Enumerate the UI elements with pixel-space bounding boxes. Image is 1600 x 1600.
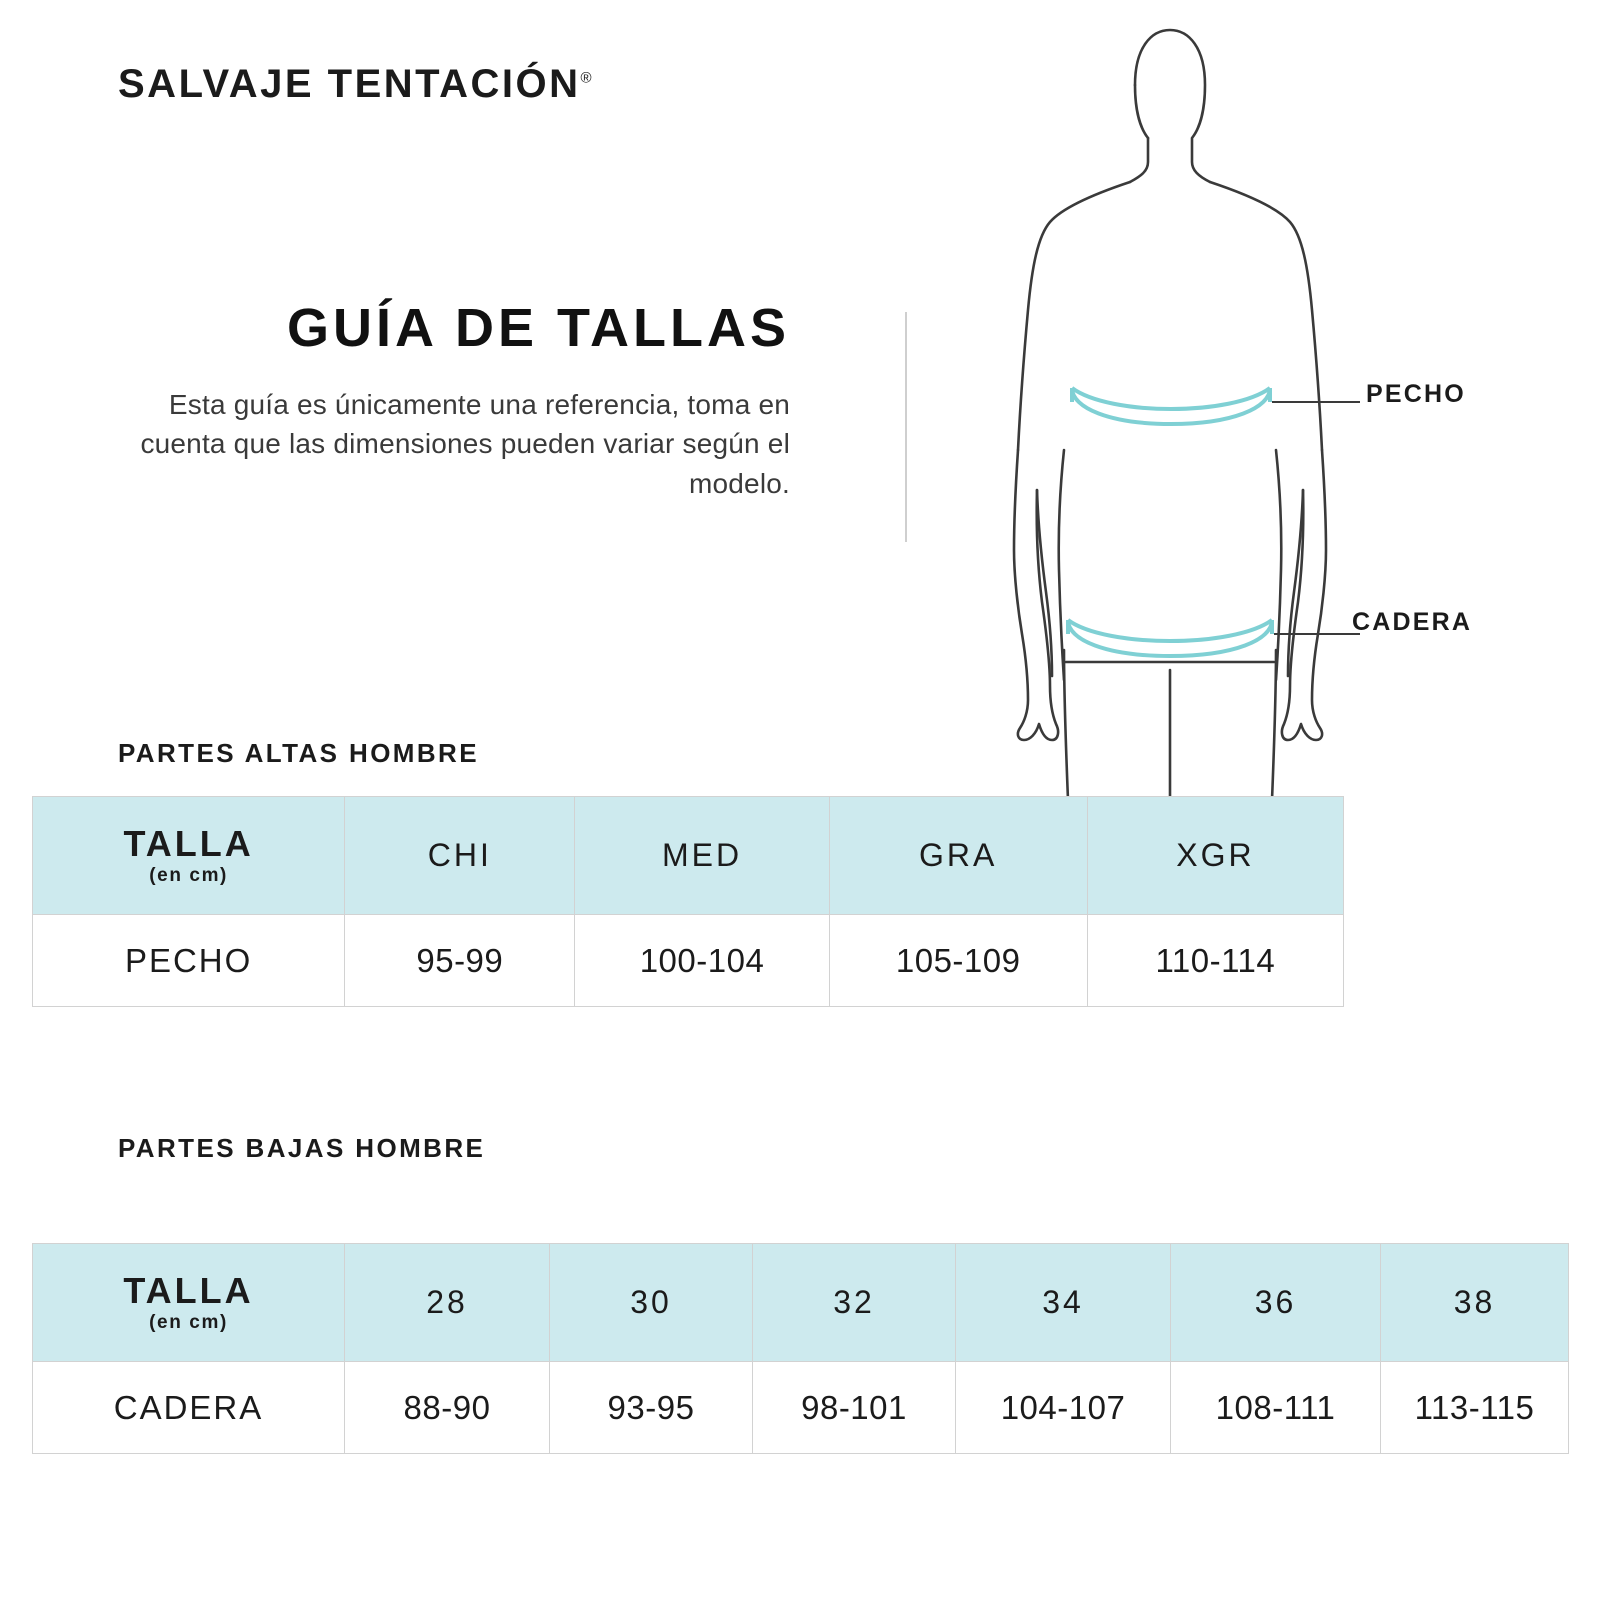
leader-lines [1272, 402, 1360, 634]
column-header: GRA [829, 797, 1087, 915]
table-cell: 100-104 [575, 915, 829, 1007]
column-header: 28 [345, 1244, 550, 1362]
male-body-illustration [960, 10, 1380, 810]
chest-label: PECHO [1366, 380, 1466, 408]
column-header: MED [575, 797, 829, 915]
hip-measure-loop [1068, 620, 1272, 656]
table-cell: 110-114 [1087, 915, 1343, 1007]
column-header: 32 [753, 1244, 956, 1362]
chest-measure-loop [1072, 388, 1270, 424]
registered-mark: ® [580, 69, 592, 87]
brand-logo [118, 62, 592, 107]
table-cell: 88-90 [345, 1362, 550, 1454]
section-heading-lower: PARTES BAJAS HOMBRE [118, 1133, 486, 1163]
table-cell: 113-115 [1381, 1362, 1569, 1454]
table-row [33, 915, 1344, 1007]
row-label: CADERA [33, 1362, 345, 1454]
size-table-lower [32, 1243, 1569, 1454]
size-table-upper [32, 796, 1344, 1007]
vertical-divider [905, 312, 907, 542]
column-header: 38 [1381, 1244, 1569, 1362]
row-label: PECHO [33, 915, 345, 1007]
table-row [33, 1362, 1569, 1454]
table-cell: 98-101 [753, 1362, 956, 1454]
title-block [90, 300, 790, 532]
size-label-cell [33, 1244, 345, 1362]
size-unit-text: (en cm) [149, 865, 228, 886]
size-unit-text: (en cm) [149, 1312, 228, 1333]
column-header: CHI [345, 797, 575, 915]
column-header: 34 [956, 1244, 1171, 1362]
table-cell: 108-111 [1171, 1362, 1381, 1454]
size-label-text: TALLA [123, 823, 254, 864]
size-label-cell [33, 797, 345, 915]
table-cell: 104-107 [956, 1362, 1171, 1454]
brand-name: SALVAJE TENTACIÓN [118, 62, 581, 106]
body-outline-svg [960, 10, 1380, 810]
table-cell: 93-95 [550, 1362, 753, 1454]
column-header: 36 [1171, 1244, 1381, 1362]
table-cell: 95-99 [345, 915, 575, 1007]
page-title: GUÍA DE TALLAS [287, 298, 790, 358]
section-heading-upper: PARTES ALTAS HOMBRE [118, 738, 479, 768]
size-label-text: TALLA [123, 1270, 254, 1311]
column-header: XGR [1087, 797, 1343, 915]
table-cell: 105-109 [829, 915, 1087, 1007]
column-header: 30 [550, 1244, 753, 1362]
hip-label: CADERA [1352, 608, 1473, 636]
page-subtitle: Esta guía es únicamente una referencia, toma en cuenta que las dimensiones pueden variar según el modelo. [140, 388, 790, 500]
table-header-row [33, 1244, 1569, 1362]
table-header-row [33, 797, 1344, 915]
